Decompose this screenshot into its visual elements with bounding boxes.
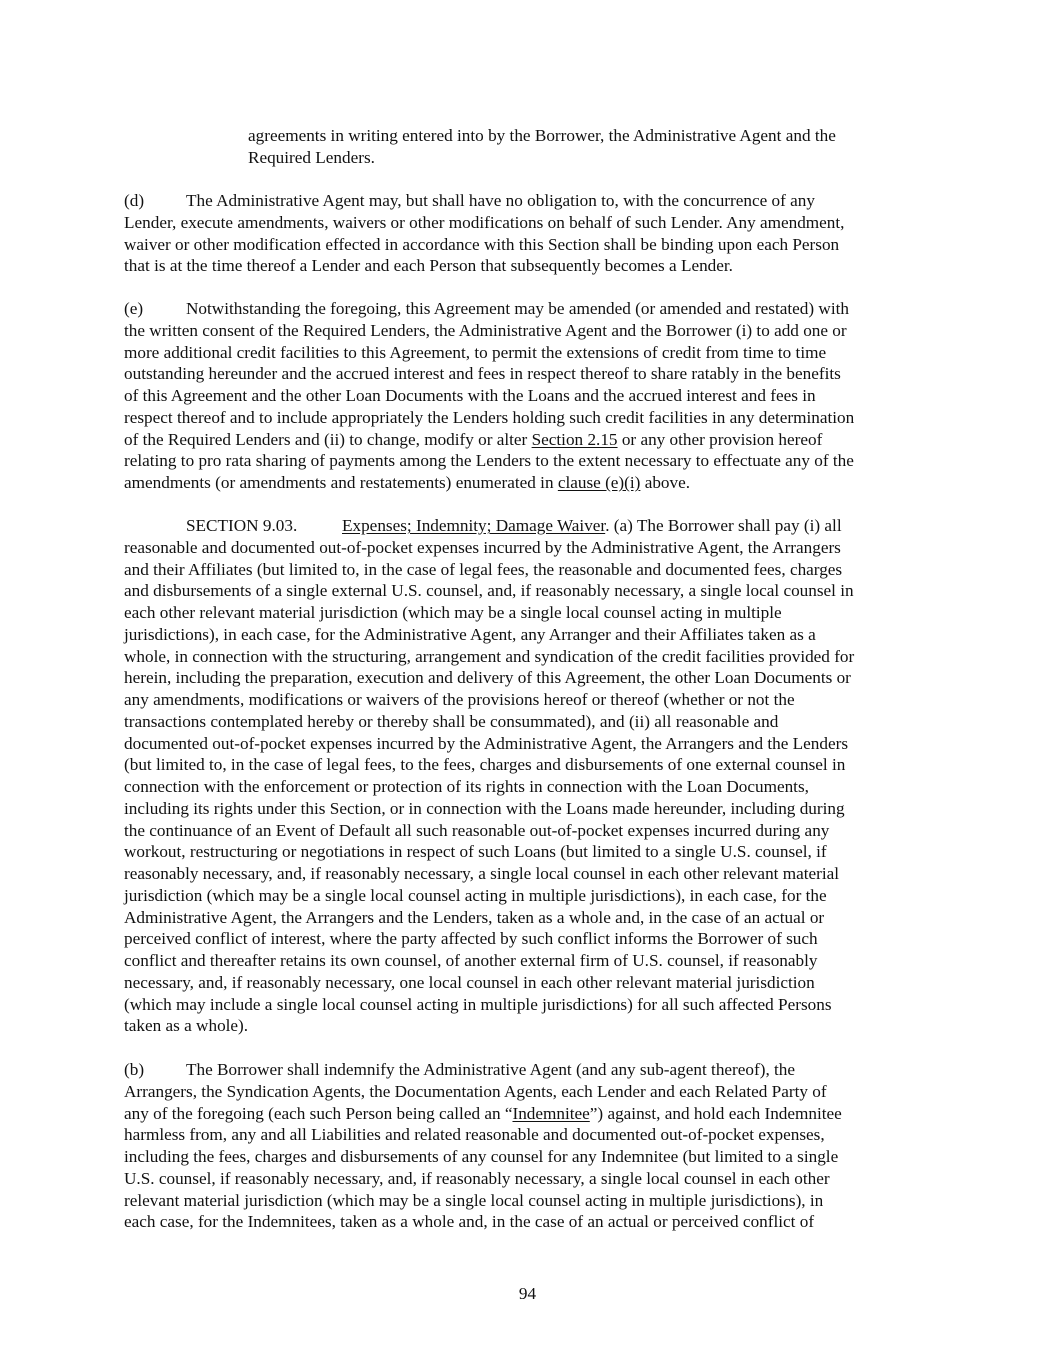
text-line: Required Lenders. — [248, 147, 375, 167]
paragraph-label: (b) — [124, 1060, 145, 1079]
defined-term-indemnitee: Indemnitee — [512, 1103, 590, 1123]
text-line: herein, including the preparation, execution and delivery of this Agreement, the other Loan Documents or — [124, 668, 851, 688]
text-line: each other relevant material jurisdiction (which may be a single local counsel acting in multiple — [124, 603, 782, 622]
text-line: (which may include a single local counsel acting in multiple jurisdictions) for all such affected Persons — [124, 994, 832, 1014]
continuation-paragraph — [248, 125, 948, 169]
text-line: agreements in writing entered into by the Borrower, the Administrative Agent and the — [248, 126, 836, 145]
paragraph-e — [124, 298, 940, 494]
text-line: taken as a whole). — [124, 1016, 249, 1036]
text-line: outstanding hereunder and the accrued interest and fees in respect thereof to share ratably in the benefits — [124, 364, 841, 384]
paragraph-label: (d) — [124, 191, 145, 210]
paragraph-label: (e) — [124, 299, 144, 318]
text-line: and their Affiliates (but limited to, in the case of legal fees, the reasonable and documented fees, charges — [124, 559, 843, 579]
text-line: Arrangers, the Syndication Agents, the Documentation Agents, each Lender and each Related Party of — [124, 1081, 827, 1101]
text-line: Lender, execute amendments, waivers or other modifications on behalf of such Lender. Any amendment, — [124, 212, 845, 232]
text-line: jurisdictions), in each case, for the Administrative Agent, any Arranger and their Affiliates taken as a — [124, 624, 816, 644]
text-line: including the fees, charges and disbursements of any counsel for any Indemnitee (but limited to a single — [124, 1147, 839, 1166]
section-9-03 — [124, 515, 940, 1037]
text-fragment: amendments (or amendments and restatements) enumerated in — [124, 473, 558, 492]
text-line: U.S. counsel, if reasonably necessary, and, if reasonably necessary, a single local counsel in each other — [124, 1168, 830, 1188]
text-fragment: of the Required Lenders and (ii) to change, modify or alter — [124, 429, 532, 449]
paragraph-d — [124, 190, 940, 277]
text-line: workout, restructuring or negotiations in respect of such Loans (but limited to a single U.S. counsel, if — [124, 842, 827, 862]
section-number: SECTION 9.03. — [186, 516, 298, 535]
text-line: respect thereof and to include appropriately the Lenders holding such credit facilities in any determination — [124, 407, 855, 427]
text-line: conflict and thereafter retains its own counsel, of another external firm of U.S. counsel, if reasonably — [124, 951, 818, 970]
text-fragment: or any other provision hereof — [617, 429, 823, 449]
text-line: perceived conflict of interest, where the party affected by such conflict informs the Borrower of such — [124, 929, 818, 949]
text-line: more additional credit facilities to this Agreement, to permit the extensions of credit from time to time — [124, 342, 827, 362]
text-line: Administrative Agent, the Arrangers and the Lenders, taken as a whole and, in the case of an actual or — [124, 907, 825, 927]
text-line: relating to pro rata sharing of payments among the Lenders to the extent necessary to effectuate any of the — [124, 451, 854, 471]
text-line: waiver or other modification effected in accordance with this Section shall be binding upon each Person — [124, 234, 840, 254]
paragraph-b — [124, 1059, 940, 1233]
text-line: The Borrower shall indemnify the Administrative Agent (and any sub-agent thereof), the — [186, 1060, 796, 1079]
text-fragment: any of the foregoing (each such Person being called an “ — [124, 1103, 513, 1123]
text-line: the written consent of the Required Lenders, the Administrative Agent and the Borrower (i) to add one or — [124, 320, 847, 340]
section-heading: Expenses; Indemnity; Damage Waiver — [342, 516, 606, 535]
text-line: of this Agreement and the other Loan Documents with the Loans and the accrued interest and fees in — [124, 386, 816, 405]
text-line: reasonable and documented out-of-pocket expenses incurred by the Administrative Agent, the Arrangers — [124, 537, 841, 557]
text-line: necessary, and, if reasonably necessary, one local counsel in each other relevant material jurisdiction — [124, 972, 815, 992]
text-line: Notwithstanding the foregoing, this Agreement may be amended (or amended and restated) with — [186, 299, 849, 318]
text-line: any amendments, modifications or waivers of the provisions hereof or thereof (whether or not the — [124, 690, 795, 709]
text-line: reasonably necessary, and, if reasonably necessary, a single local counsel in each other relevant material — [124, 864, 840, 883]
text-line: (but limited to, in the case of legal fees, to the fees, charges and disbursements of one external counsel in — [124, 755, 846, 775]
clause-reference-link[interactable]: clause (e)(i) — [557, 473, 641, 492]
text-line: that is at the time thereof a Lender and each Person that subsequently becomes a Lender. — [124, 256, 733, 276]
text-line: connection with the enforcement or protection of its rights in connection with the Loan Documents, — [124, 777, 809, 796]
text-fragment: ”) against, and hold each Indemnitee — [589, 1103, 842, 1123]
text-line: including its rights under this Section, or in connection with the Loans made hereunder, including during — [124, 798, 845, 818]
text-line: the continuance of an Event of Default all such reasonable out-of-pocket expenses incurred during any — [124, 820, 830, 840]
text-line: harmless from, any and all Liabilities and related reasonable and documented out-of-pocket expenses, — [124, 1125, 825, 1145]
text-line: relevant material jurisdiction (which may be a single local counsel acting in multiple jurisdictions), in — [124, 1190, 824, 1210]
text-line: whole, in connection with the structuring, arrangement and syndication of the credit facilities provided for — [124, 646, 855, 666]
text-fragment: above. — [640, 473, 691, 492]
text-line: transactions contemplated hereby or thereby shall be consummated), and (ii) all reasonable and — [124, 711, 779, 731]
text-line: documented out-of-pocket expenses incurred by the Administrative Agent, the Arrangers and the Lenders — [124, 733, 849, 753]
text-line: and disbursements of a single external U.S. counsel, and, if reasonably necessary, a single local counsel in — [124, 581, 854, 601]
section-reference-link[interactable]: Section 2.15 — [531, 429, 618, 449]
text-line: The Administrative Agent may, but shall have no obligation to, with the concurrence of any — [186, 191, 815, 210]
text-fragment: . (a) The Borrower shall pay (i) all — [605, 516, 842, 535]
text-line: jurisdiction (which may be a single local counsel acting in multiple jurisdictions), in each case, for the — [124, 885, 827, 905]
page-number: 94 — [518, 1284, 537, 1303]
text-line: each case, for the Indemnitees, taken as a whole and, in the case of an actual or perceived conflict of — [124, 1212, 815, 1232]
